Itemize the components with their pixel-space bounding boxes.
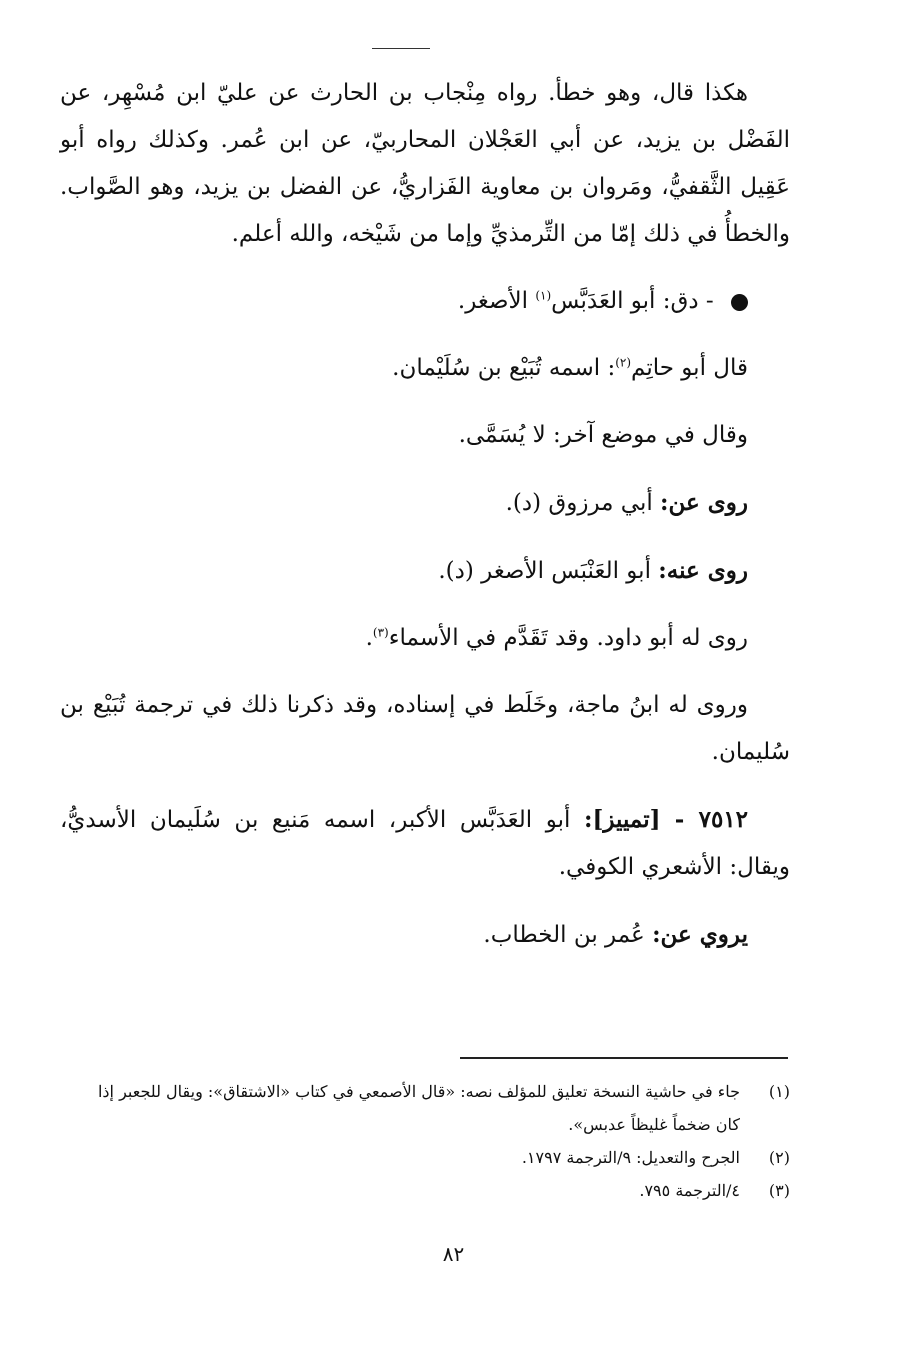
footnote-2 <box>70 1141 790 1174</box>
footnote-3-number: (٣) <box>768 1181 790 1200</box>
footnote-1 <box>70 1075 790 1141</box>
ibn-majah-paragraph: وروى له ابنُ ماجة، وخَلَط في إسناده، وقد ذكرنا ذلك في ترجمة تُبَيْع بن سُليمان. <box>60 692 790 765</box>
narrates-from-line <box>60 911 790 959</box>
footnote-2-number: (٢) <box>768 1148 790 1167</box>
narrated-from-value: أبي مرزوق (د). <box>505 490 653 516</box>
abu-dawud-text-b: . <box>365 625 373 651</box>
footnote-2-text: الجرح والتعديل: ٩/الترجمة ١٧٩٧. <box>521 1148 740 1167</box>
main-text <box>60 70 790 959</box>
top-rule <box>372 48 430 49</box>
other-place-line: وقال في موضع آخر: لا يُسَمَّى. <box>458 422 748 448</box>
page-number: ٨٢ <box>442 1242 465 1266</box>
entry-suffix: الأصغر. <box>457 288 529 314</box>
abu-hatim-line <box>60 345 790 392</box>
footnotes <box>70 1075 790 1207</box>
abu-hatim-text-b: : اسمه تُبَيْع بن سُلَيْمان. <box>392 355 616 381</box>
footnote-3-text: ٤/الترجمة ٧٩٥. <box>639 1181 740 1200</box>
footnote-1-number: (١) <box>768 1082 790 1101</box>
abu-hatim-text-a: قال أبو حاتِم <box>631 355 748 381</box>
narrated-by-label: روى عنه: <box>658 557 748 584</box>
narrates-from-value: عُمر بن الخطاب. <box>483 922 645 948</box>
entry-name: أبو العَدَبَّس <box>551 288 656 314</box>
bullet-icon <box>731 294 748 311</box>
entry-7512 <box>60 796 790 891</box>
footnote-ref-3: (٣) <box>372 625 389 640</box>
footnote-ref-1: (١) <box>535 288 552 303</box>
abu-dawud-text-a: روى له أبو داود. وقد تَقَدَّم في الأسماء <box>388 625 748 651</box>
narrated-from-label: روى عن: <box>660 489 748 516</box>
footnote-3 <box>70 1174 790 1207</box>
entry-7512-text: أبو العَدَبَّس الأكبر، اسمه مَنيع بن سُلَيمان الأسديُّ، ويقال: الأشعري الكوفي. <box>60 807 790 880</box>
narrated-by-value: أبو العَنْبَس الأصغر (د). <box>438 558 651 584</box>
entry-code: - دق: <box>662 288 714 314</box>
footnote-ref-2: (٢) <box>615 355 632 370</box>
footnote-1-text: جاء في حاشية النسخة تعليق للمؤلف نصه: «قال الأصمعي في كتاب «الاشتقاق»: ويقال للجعبر إذا كان ضخماً غليظاً عدبس». <box>97 1082 740 1134</box>
narrates-from-label: يروي عن: <box>652 921 748 948</box>
narrated-from-line <box>60 479 790 527</box>
footnote-separator <box>460 1057 788 1059</box>
abu-dawud-line <box>60 615 790 662</box>
entry-abu-al-adabbas-asghar <box>60 278 790 325</box>
paragraph-tirmidhi-error: هكذا قال، وهو خطأ. رواه مِنْجاب بن الحارث عن عليّ ابن مُسْهِر، عن الفَضْل بن يزيد، عن أبي العَجْلان المحاربيّ، عن ابن عُمر. وكذلك رواه أبو عَقِيل الثَّقفيُّ، ومَروان بن معاوية الفَزاريُّ، عن الفضل بن يزيد، وهو الصَّواب. والخطأُ في ذلك إمّا من التِّرمذيِّ وإما من شَيْخه، والله أعلم. <box>60 80 790 247</box>
narrated-by-line <box>60 547 790 595</box>
entry-7512-number: ٧٥١٢ - [تمييز]: <box>583 806 749 833</box>
